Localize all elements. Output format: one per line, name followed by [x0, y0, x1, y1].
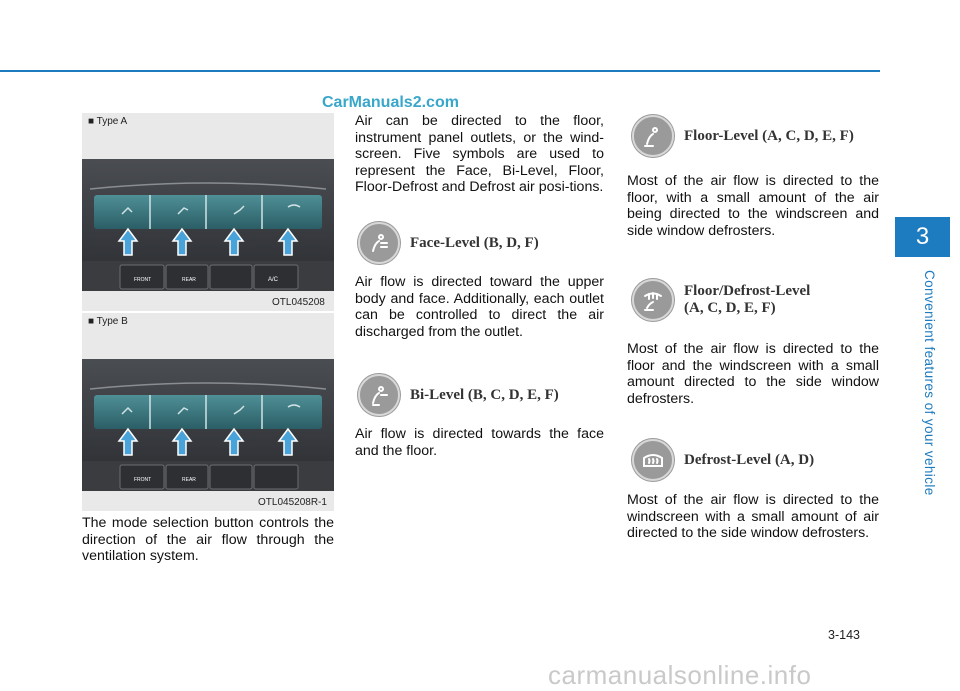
intro-paragraph: Air can be directed to the floor, instrument panel outlets, or the wind-screen. Five symbols are used to represent the Face, Bi-Level, Floor, Floor-Defrost and Defrost air posi-tions. — [355, 113, 604, 196]
mode-title-line2: (A, C, D, E, F) — [684, 300, 776, 316]
mode-description: Air flow is directed toward the upper body and face. Additionally, each outlet can be controlled to direct the air discharged from the outlet. — [355, 274, 604, 340]
chapter-tab: 3 — [895, 217, 950, 257]
mode-button-caption: The mode selection button controls the direction of the air flow through the ventilation system. — [82, 515, 334, 565]
mode-defrost-level — [632, 439, 814, 481]
mode-title: Bi-Level (B, C, D, E, F) — [410, 386, 559, 403]
mode-bi-level — [358, 374, 559, 416]
face-level-icon — [358, 222, 400, 264]
climate-panel-image — [82, 159, 334, 311]
bi-level-icon — [358, 374, 400, 416]
chapter-title: Convenient features of your vehicle — [922, 270, 937, 496]
mode-description: Most of the air flow is directed to the floor and the windscreen with a small amount directed to the side window defrosters. — [627, 341, 879, 407]
figure-label: ■ Type A — [88, 116, 128, 127]
mode-title: Face-Level (B, D, F) — [410, 234, 539, 251]
figure-type-b — [82, 313, 334, 511]
ac-button-label: A/C — [268, 277, 279, 283]
rear-button-label: REAR — [182, 277, 196, 283]
mode-description: Air flow is directed towards the face and the floor. — [355, 426, 604, 459]
floor-defrost-level-icon — [632, 279, 674, 321]
mode-title: Defrost-Level (A, D) — [684, 451, 815, 468]
mode-face-level — [358, 222, 539, 264]
mode-floor-level — [632, 115, 854, 157]
mode-title: Floor-Level (A, C, D, E, F) — [684, 127, 854, 144]
floor-level-icon — [632, 115, 674, 157]
defrost-level-icon — [632, 439, 674, 481]
figure-code: OTL045208R-1 — [258, 497, 327, 508]
figure-code: OTL045208 — [272, 297, 325, 308]
header-rule — [0, 70, 880, 72]
page-number: 3-143 — [828, 628, 860, 642]
mode-description: Most of the air flow is directed to the floor, with a small amount of the air being directed to the windscreen and side window defrosters. — [627, 173, 879, 239]
rear-button-label: REAR — [182, 477, 196, 483]
front-button-label: FRONT — [134, 277, 152, 283]
front-button-label: FRONT — [134, 477, 152, 483]
mode-description: Most of the air flow is directed to the windscreen with a small amount of air directed to the side window defrosters. — [627, 492, 879, 542]
figure-label: ■ Type B — [88, 316, 128, 327]
mode-title: Floor/Defrost-Level — [684, 283, 811, 299]
mode-floor-defrost-level — [632, 279, 810, 321]
climate-panel-image — [82, 359, 334, 511]
watermark-bottom: carmanualsonline.info — [548, 660, 812, 690]
figure-type-a — [82, 113, 334, 311]
watermark-top: CarManuals2.com — [322, 94, 459, 111]
